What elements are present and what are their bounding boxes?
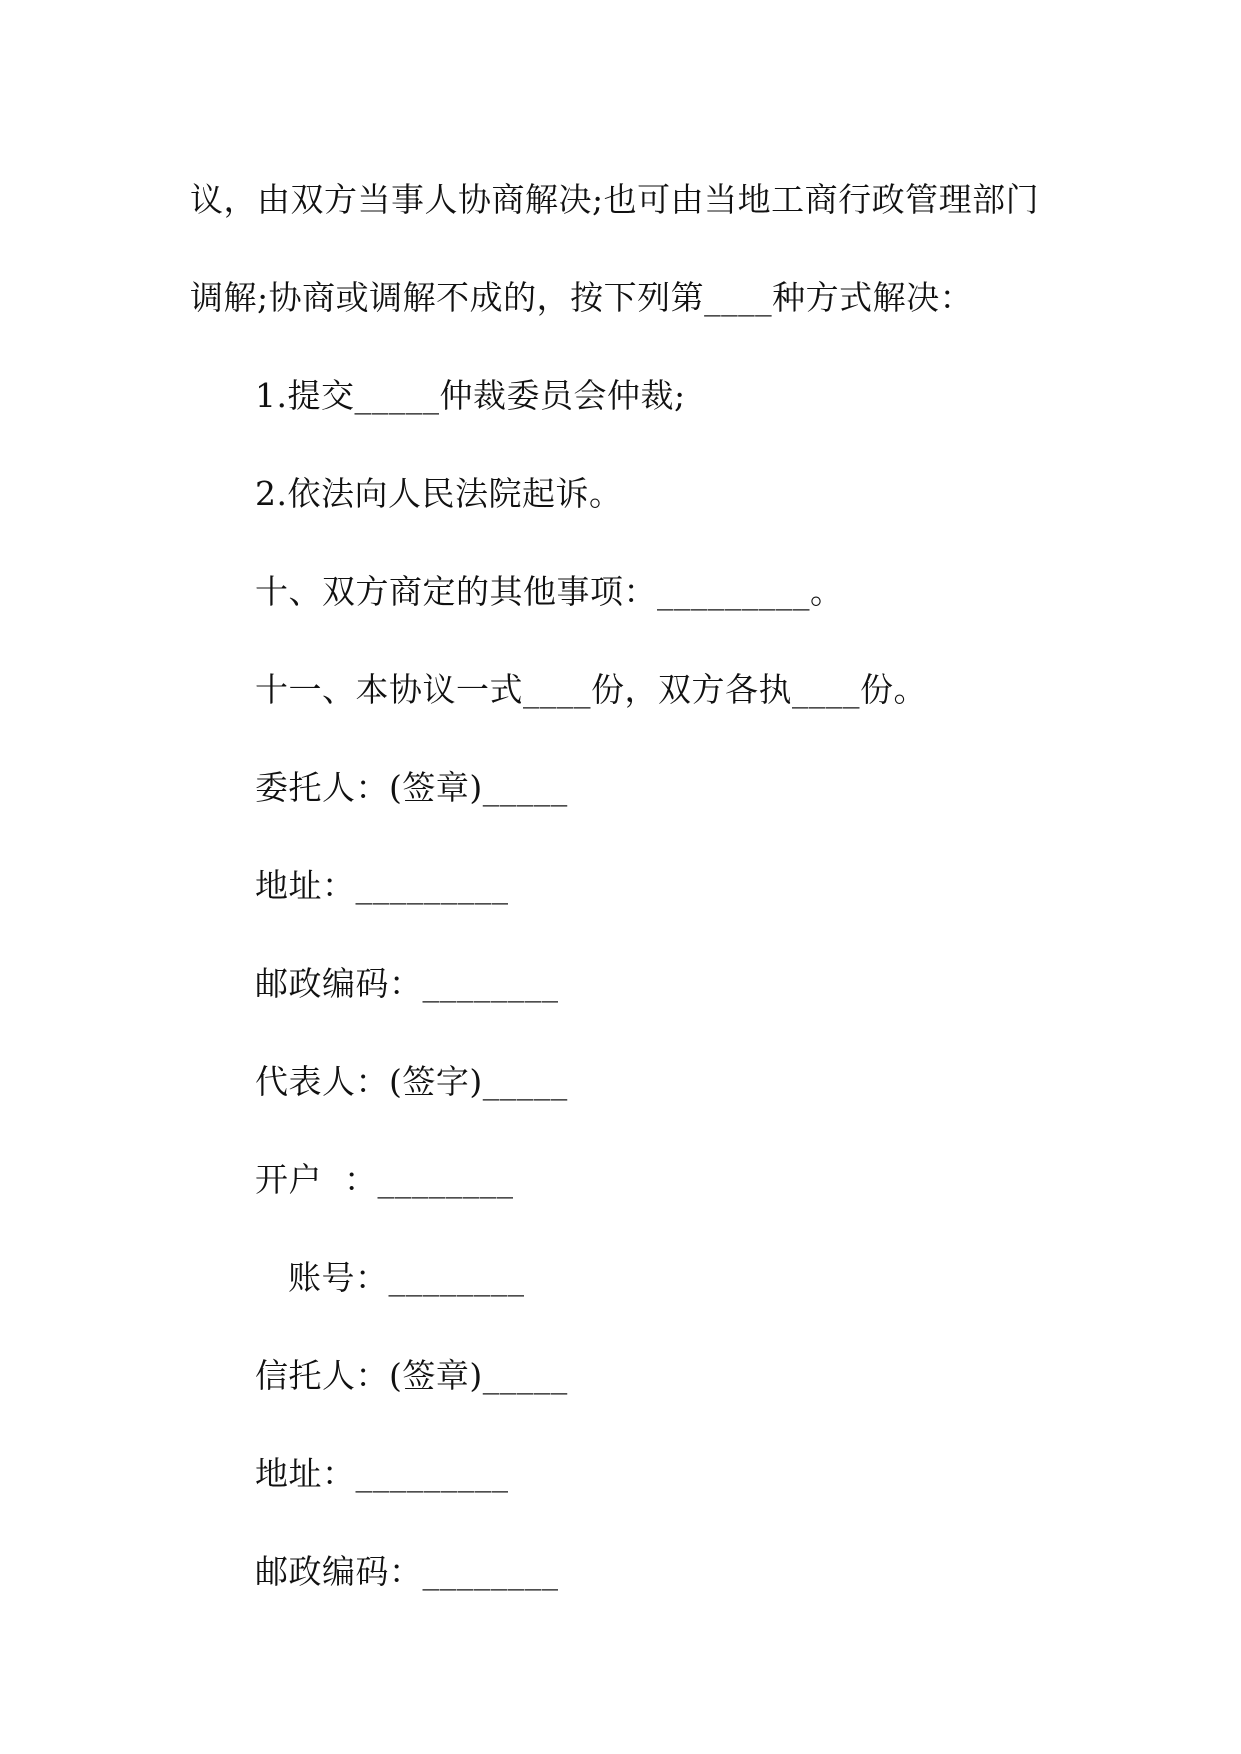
account-number-field: 账号：________	[288, 1258, 525, 1297]
paragraph-dispute-resolution-line-1: 议，由双方当事人协商解决;也可由当地工商行政管理部门	[190, 180, 1040, 219]
trustee-signature-field: 信托人：(签章)_____	[255, 1356, 568, 1395]
paragraph-dispute-resolution-line-2: 调解;协商或调解不成的，按下列第____种方式解决：	[190, 278, 974, 317]
trustee-address-field: 地址：_________	[255, 1454, 509, 1493]
option-lawsuit: 2.依法向人民法院起诉。	[255, 474, 623, 513]
principal-postal-code-field: 邮政编码：________	[255, 964, 559, 1003]
option-arbitration: 1.提交_____仲裁委员会仲裁;	[255, 376, 686, 415]
trustee-postal-code-field: 邮政编码：________	[255, 1552, 559, 1591]
principal-address-field: 地址：_________	[255, 866, 509, 905]
clause-eleven-copies: 十一、本协议一式____份，双方各执____份。	[255, 670, 927, 709]
principal-signature-field: 委托人：(签章)_____	[255, 768, 568, 807]
representative-signature-field: 代表人：(签字)_____	[255, 1062, 568, 1101]
clause-ten-other-matters: 十、双方商定的其他事项：_________。	[255, 572, 844, 611]
bank-field: 开户 ：________	[255, 1160, 514, 1199]
